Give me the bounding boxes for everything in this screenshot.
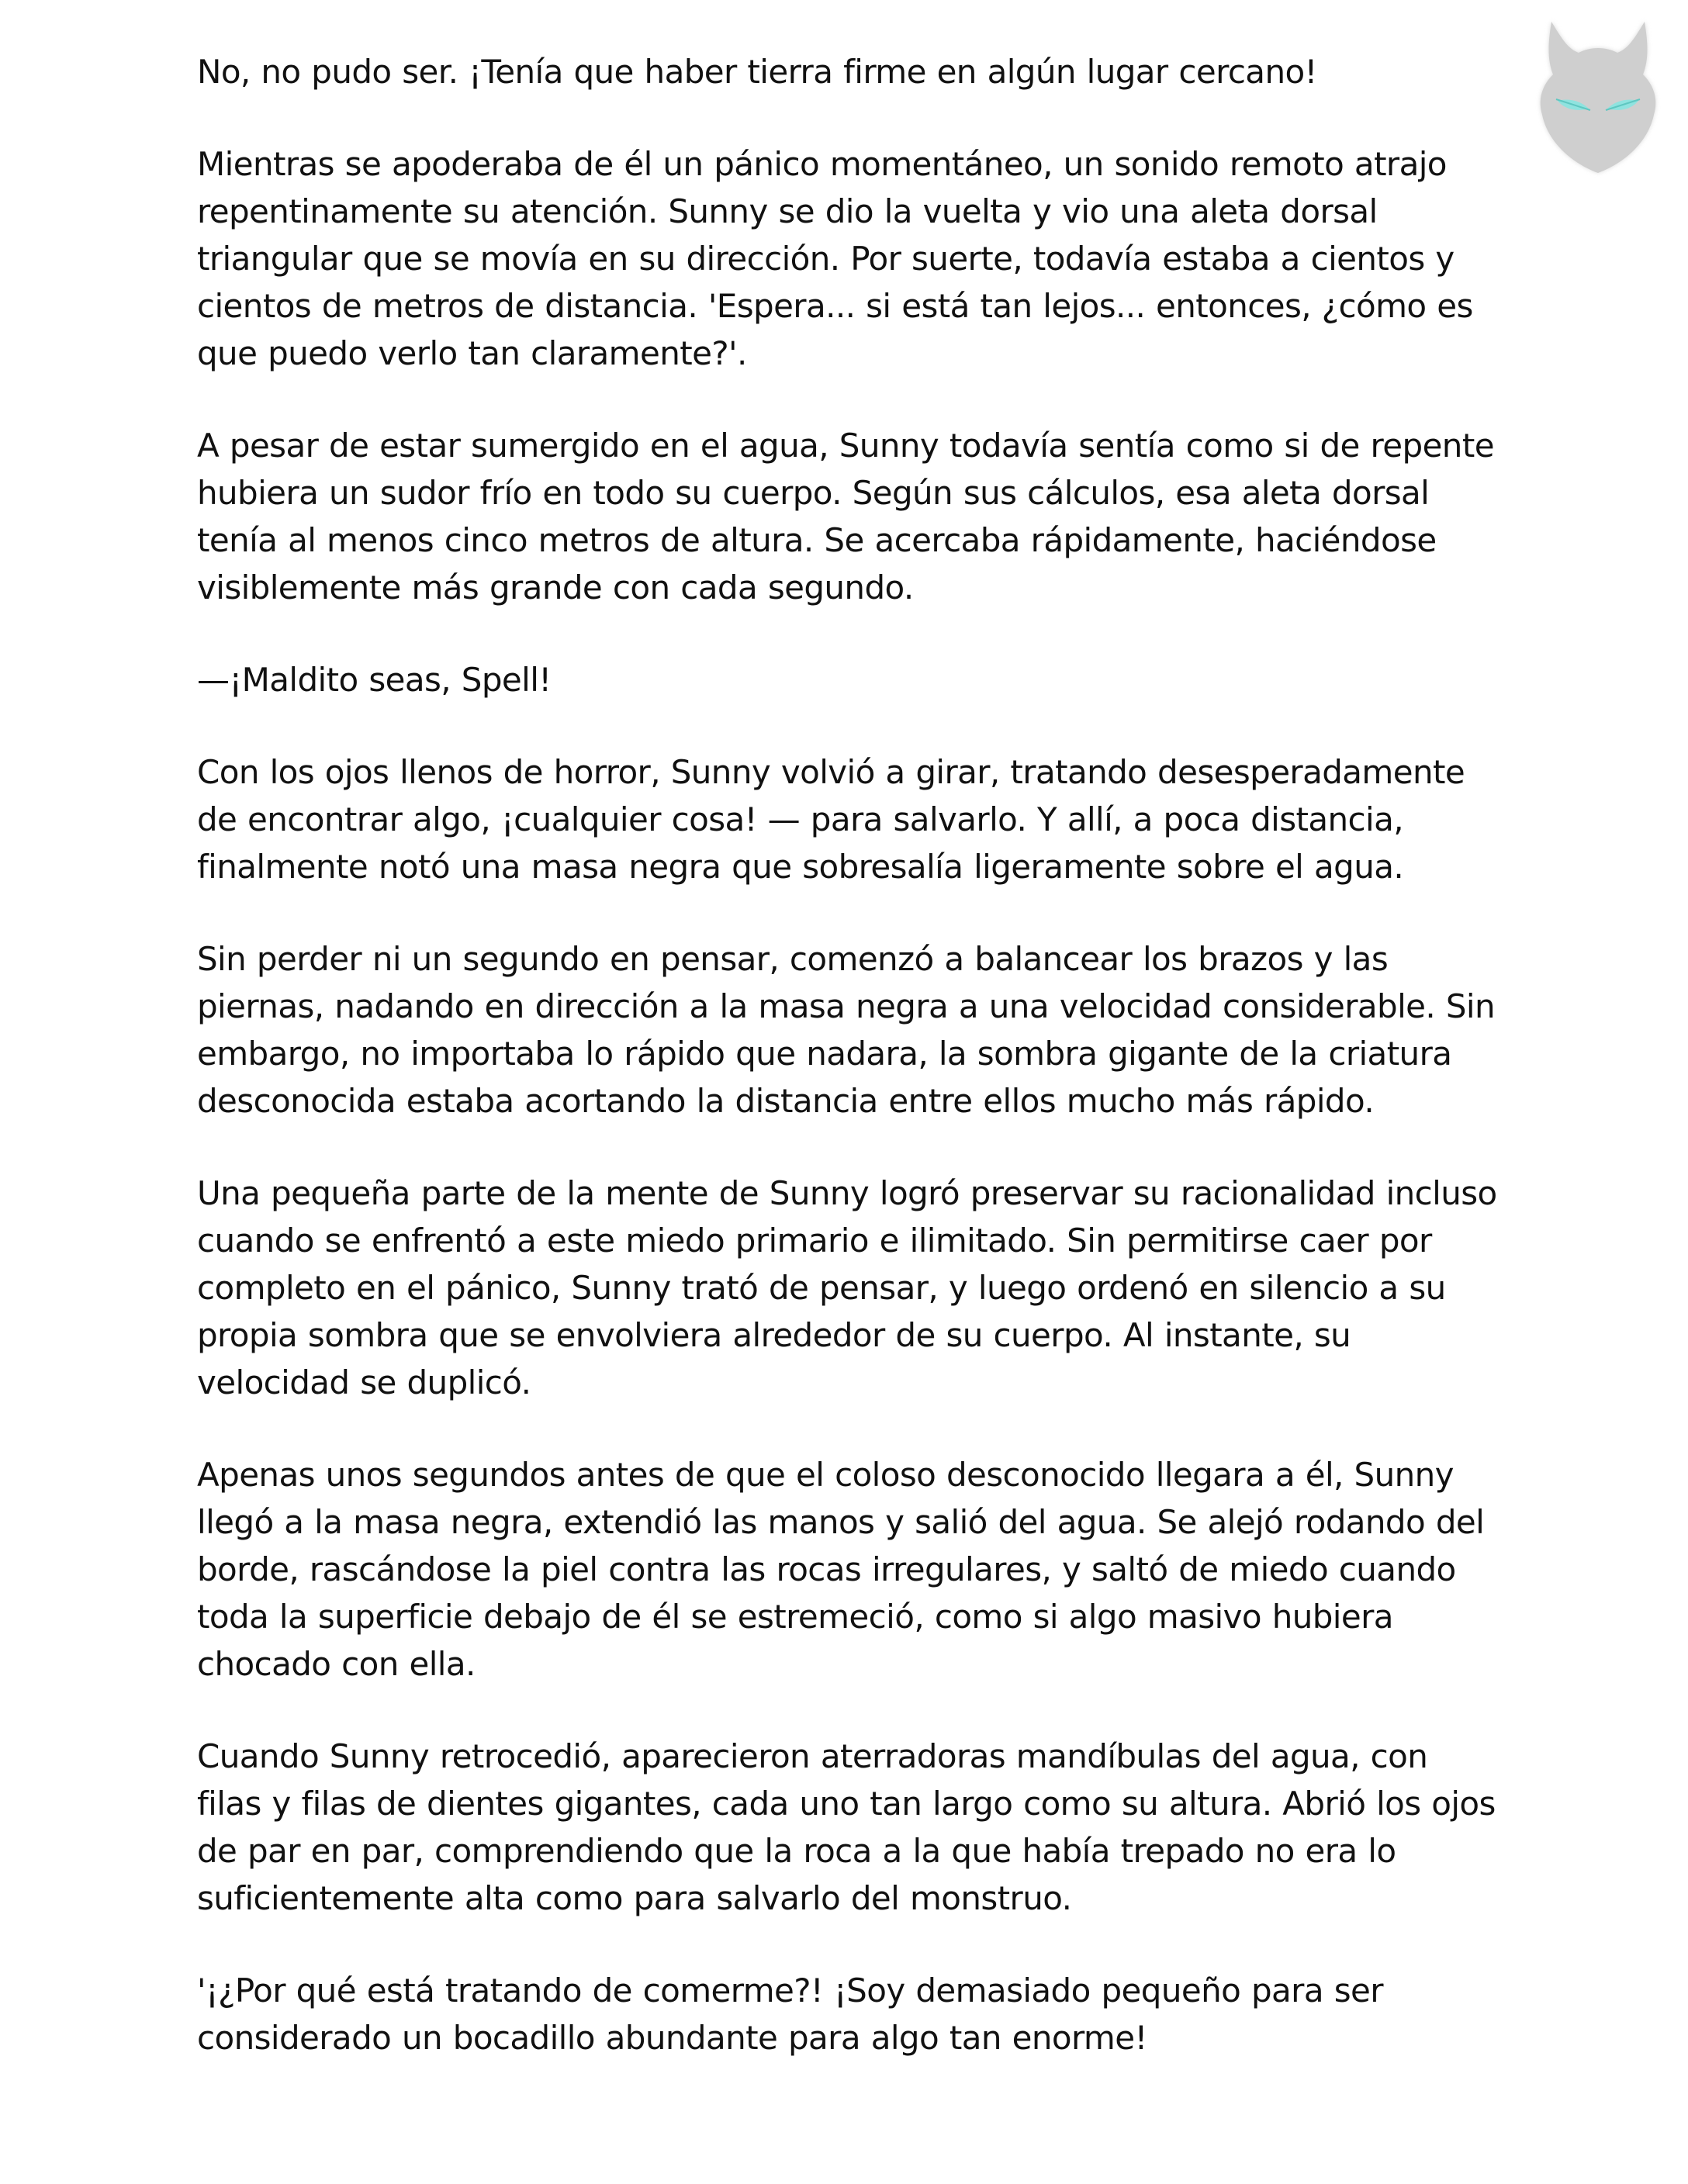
paragraph: —¡Maldito seas, Spell! xyxy=(197,661,552,699)
paragraph: A pesar de estar sumergido en el agua, Sunny todavía sentía como si de repente hubiera un sudor frío en todo su cuerpo. Según sus cálculos, esa aleta dorsal tenía al menos cinco metros de altura. Se acercaba rápidamente, haciéndose visiblemente más grande con cada segundo. xyxy=(197,427,1494,606)
paragraph: Con los ojos llenos de horror, Sunny volvió a girar, tratando desesperadamente de encontrar algo, ¡cualquier cosa! — para salvarlo. Y allí, a poca distancia, finalmente notó una masa negra que sobresalía ligeramente sobre el agua. xyxy=(197,753,1465,886)
paragraph: No, no pudo ser. ¡Tenía que haber tierra firme en algún lugar cercano! xyxy=(197,53,1317,91)
paragraph: Una pequeña parte de la mente de Sunny logró preservar su racionalidad incluso cuando se enfrentó a este miedo primario e ilimitado. Sin permitirse caer por completo en el pánico, Sunny trató de pensar, y luego ordenó en silencio a su propia sombra que se envolviera alrededor de su cuerpo. Al instante, su velocidad se duplicó. xyxy=(197,1174,1497,1401)
paragraph: Mientras se apoderaba de él un pánico momentáneo, un sonido remoto atrajo repentinamente su atención. Sunny se dio la vuelta y vio una aleta dorsal triangular que se movía en su dirección. Por suerte, todavía estaba a cientos y cientos de metros de distancia. 'Espera... si está tan lejos... entonces, ¿cómo es que puedo verlo tan claramente?'. xyxy=(197,145,1473,372)
paragraph: Sin perder ni un segundo en pensar, comenzó a balancear los brazos y las piernas, nadando en dirección a la masa negra a una velocidad considerable. Sin embargo, no importaba lo rápido que nadara, la sombra gigante de la criatura desconocida estaba acortando la distancia entre ellos mucho más rápido. xyxy=(197,940,1496,1120)
paragraph: '¡¿Por qué está tratando de comerme?! ¡Soy demasiado pequeño para ser considerado un bocadillo abundante para algo tan enorme! xyxy=(197,1971,1383,2057)
demon-head-icon xyxy=(1520,14,1676,185)
document-body xyxy=(197,48,1500,2106)
paragraph: Cuando Sunny retrocedió, aparecieron aterradoras mandíbulas del agua, con filas y filas de dientes gigantes, cada uno tan largo como su altura. Abrió los ojos de par en par, comprendiendo que la roca a la que había trepado no era lo suficientemente alta como para salvarlo del monstruo. xyxy=(197,1737,1496,1917)
paragraph: Apenas unos segundos antes de que el coloso desconocido llegara a él, Sunny llegó a la masa negra, extendió las manos y salió del agua. Se alejó rodando del borde, rascándose la piel contra las rocas irregulares, y saltó de miedo cuando toda la superficie debajo de él se estremeció, como si algo masivo hubiera chocado con ella. xyxy=(197,1456,1485,1683)
